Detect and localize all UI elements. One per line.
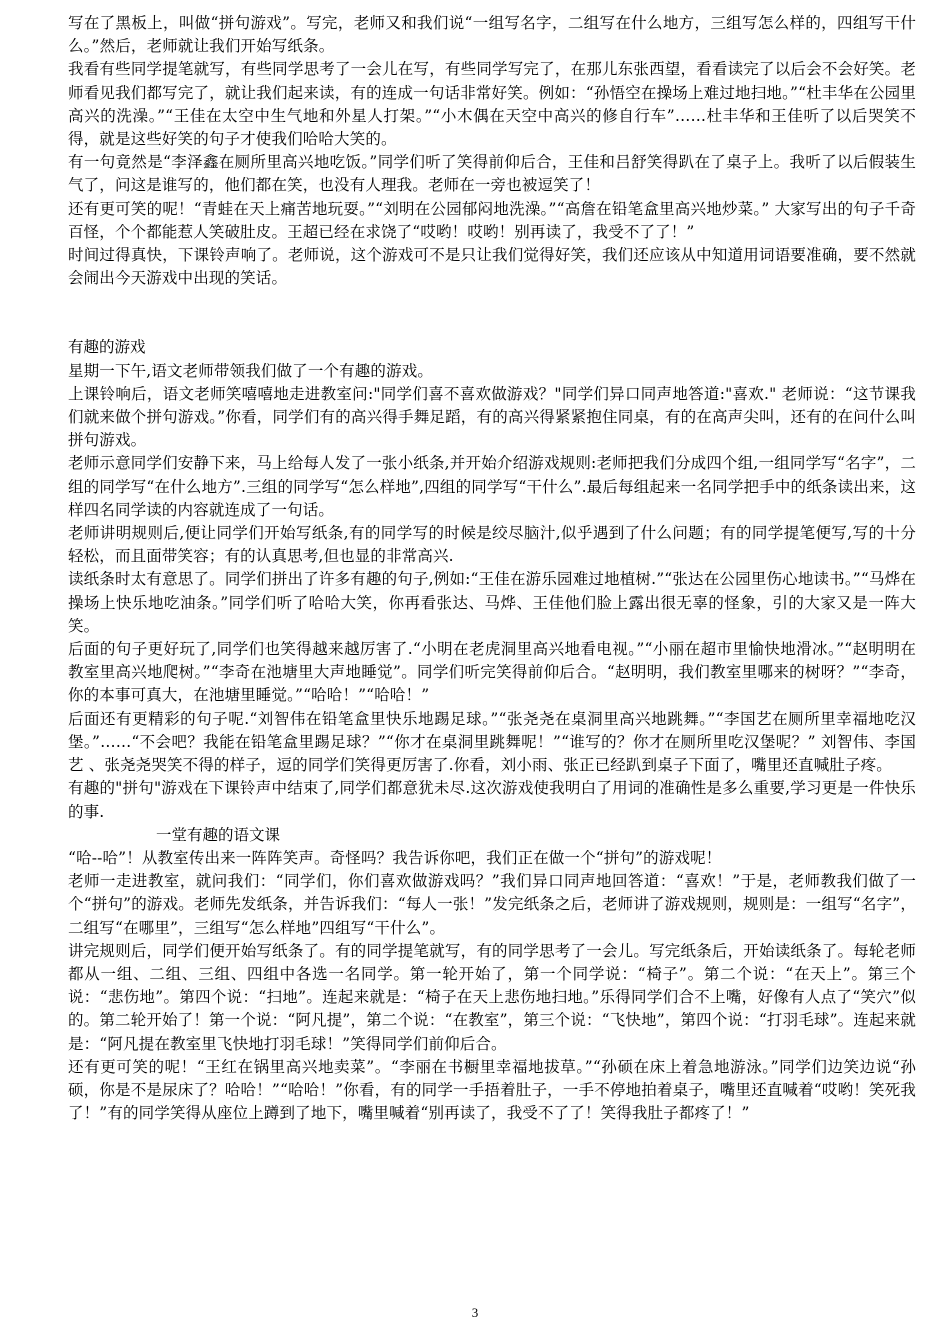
paragraph: 老师一走进教室，就问我们：“同学们，你们喜欢做游戏吗？”我们异口同声地回答道：“喜欢！”于是，老师教我们做了一个“拼句”的游戏。老师先发纸条，并告诉我们：“每人一张！”发完纸条之后，老师讲了游戏规则，规则是：一组写“名字”，二组写“在哪里”，三组写“怎么样地”四组写“干什么”。 [68,872,916,937]
paragraph: “哈--哈”！从教室传出来一阵阵笑声。奇怪吗？我告诉你吧，我们正在做一个“拼句”的游戏呢！ [68,848,722,867]
section-gap [68,290,916,336]
paragraph: 有一句竟然是“李泽鑫在厕所里高兴地吃饭。”同学们听了笑得前仰后合，王佳和吕舒笑得趴在了桌子上。我听了以后假装生气了，问这是谁写的，他们都在笑，也没有人理我。老师在一旁也被逗笑了！ [68,153,916,195]
paragraph: 有趣的"拼句"游戏在下课铃声中结束了,同学们都意犹未尽.这次游戏使我明白了用词的准确性是多么重要,学习更是一件快乐的事. [68,779,916,821]
paragraph: 星期一下午,语文老师带领我们做了一个有趣的游戏。 [68,361,434,380]
paragraph: 还有更可笑的呢！“王红在锅里高兴地卖菜”。“李丽在书橱里幸福地拔草。”“孙硕在床上着急地游泳。”同学们边笑边说“孙硕，你是不是尿床了？哈哈！”“哈哈！”你看，有的同学一手捂着肚子，一手不停地拍着桌子，嘴里还直喊着“哎哟！笑死我了！”有的同学笑得从座位上蹲到了地下，嘴里喊着“别再读了，我受不了了！笑得我肚子都疼了！” [68,1057,916,1123]
paragraph: 后面的句子更好玩了,同学们也笑得越来越厉害了.“小明在老虎洞里高兴地看电视。”“小丽在超市里愉快地滑冰。”“赵明明在教室里高兴地爬树。”“李奇在池塘里大声地睡觉”。同学们听完笑得前仰后合。“赵明明，我们教室里哪来的树呀？”“李奇，你的本事可真大，在池塘里睡觉。”“哈哈！”“哈哈！” [68,640,916,705]
paragraph: 老师示意同学们安静下来，马上给每人发了一张小纸条,并开始介绍游戏规则:老师把我们分成四个组,一组同学写“名字”，二组的同学写“在什么地方”.三组的同学写“怎么样地”,四组的同学写“干什么”.最后每组起来一名同学把手中的纸条读出来，这样四名同学读的内容就连成了一句话。 [68,454,916,519]
paragraph: 写在了黑板上，叫做“拼句游戏”。写完，老师又和我们说“一组写名字，二组写在什么地方，三组写怎么样的，四组写干什么。”然后，老师就让我们开始写纸条。 [68,14,916,56]
section-title: 一堂有趣的语文课 [156,825,281,844]
paragraph: 上课铃响后，语文老师笑嘻嘻地走进教室问:"同学们喜不喜欢做游戏？"同学们异口同声地答道:"喜欢." 老师说：“这节课我们就来做个拼句游戏。”你看，同学们有的高兴得手舞足蹈，有的高兴得紧紧抱住同桌，有的在高声尖叫，还有的在问什么叫拼句游戏。 [68,384,916,450]
page-number: 3 [471,1305,479,1320]
document-page [68,12,916,1125]
section-title: 有趣的游戏 [68,338,146,357]
paragraph: 讲完规则后，同学们便开始写纸条了。有的同学提笔就写，有的同学思考了一会儿。写完纸条后，开始读纸条了。每轮老师都从一组、二组、三组、四组中各选一名同学。第一轮开始了，第一个同学说：“椅子”。第二个说：“在天上”。第三个说：“悲伤地”。第四个说：“扫地”。连起来就是：“椅子在天上悲伤地扫地。”乐得同学们合不上嘴，好像有人点了“笑穴”似的。第二轮开始了！第一个说：“阿凡提”，第二个说：“在教室”，第三个说：“飞快地”，第四个说：“打羽毛球”。连起来就是：“阿凡提在教室里飞快地打羽毛球！”笑得同学们前仰后合。 [68,941,916,1053]
paragraph: 后面还有更精彩的句子呢.“刘智伟在铅笔盒里快乐地踢足球。”“张尧尧在桌洞里高兴地跳舞。”“李国艺在厕所里幸福地吃汉堡。”……“不会吧？我能在铅笔盒里踢足球？”“你才在桌洞里跳舞呢！”“谁写的？你才在厕所里吃汉堡呢？” 刘智伟、李国艺 、张尧尧哭笑不得的样子，逗的同学们笑得更厉害了.你看，刘小雨、张正已经趴到桌子下面了，嘴里还直喊肚子疼。 [68,709,916,775]
paragraph: 我看有些同学提笔就写，有些同学思考了一会儿在写，有些同学写完了，在那儿东张西望，看看读完了以后会不会好笑。老师看见我们都写完了，就让我们起来读，有的连成一句话非常好笑。例如：“孙悟空在操场上难过地扫地。”“杜丰华在公园里高兴的洗澡。”“王佳在太空中生气地和外星人打架。”“小木偶在天空中高兴的修自行车”……杜丰华和王佳听了以后哭笑不得，就是这些好笑的句子才使我们哈哈大笑的。 [68,60,916,149]
paragraph: 读纸条时太有意思了。同学们拼出了许多有趣的句子,例如:“王佳在游乐园难过地植树.”“张达在公园里伤心地读书。”“马烨在操场上快乐地吃油条。”同学们听了哈哈大笑，你再看张达、马烨、王佳他们脸上露出很无辜的怪象，引的大家又是一阵大笑。 [68,570,916,635]
paragraph: 老师讲明规则后,便让同学们开始写纸条,有的同学写的时候是绞尽脑汁,似乎遇到了什么问题；有的同学提笔便写,写的十分轻松，而且面带笑容；有的认真思考,但也显的非常高兴. [68,524,916,566]
paragraph: 还有更可笑的呢！“青蛙在天上痛苦地玩耍。”“刘明在公园郁闷地洗澡。”“高詹在铅笔盒里高兴地炒菜。” 大家写出的句子千奇百怪，个个都能惹人笑破肚皮。王超已经在求饶了“哎哟！哎哟！别再读了，我受不了了！” [68,199,916,241]
paragraph: 时间过得真快，下课铃声响了。老师说，这个游戏可不是只让我们觉得好笑，我们还应该从中知道用词语要准确，要不然就会闹出今天游戏中出现的笑话。 [68,246,916,288]
